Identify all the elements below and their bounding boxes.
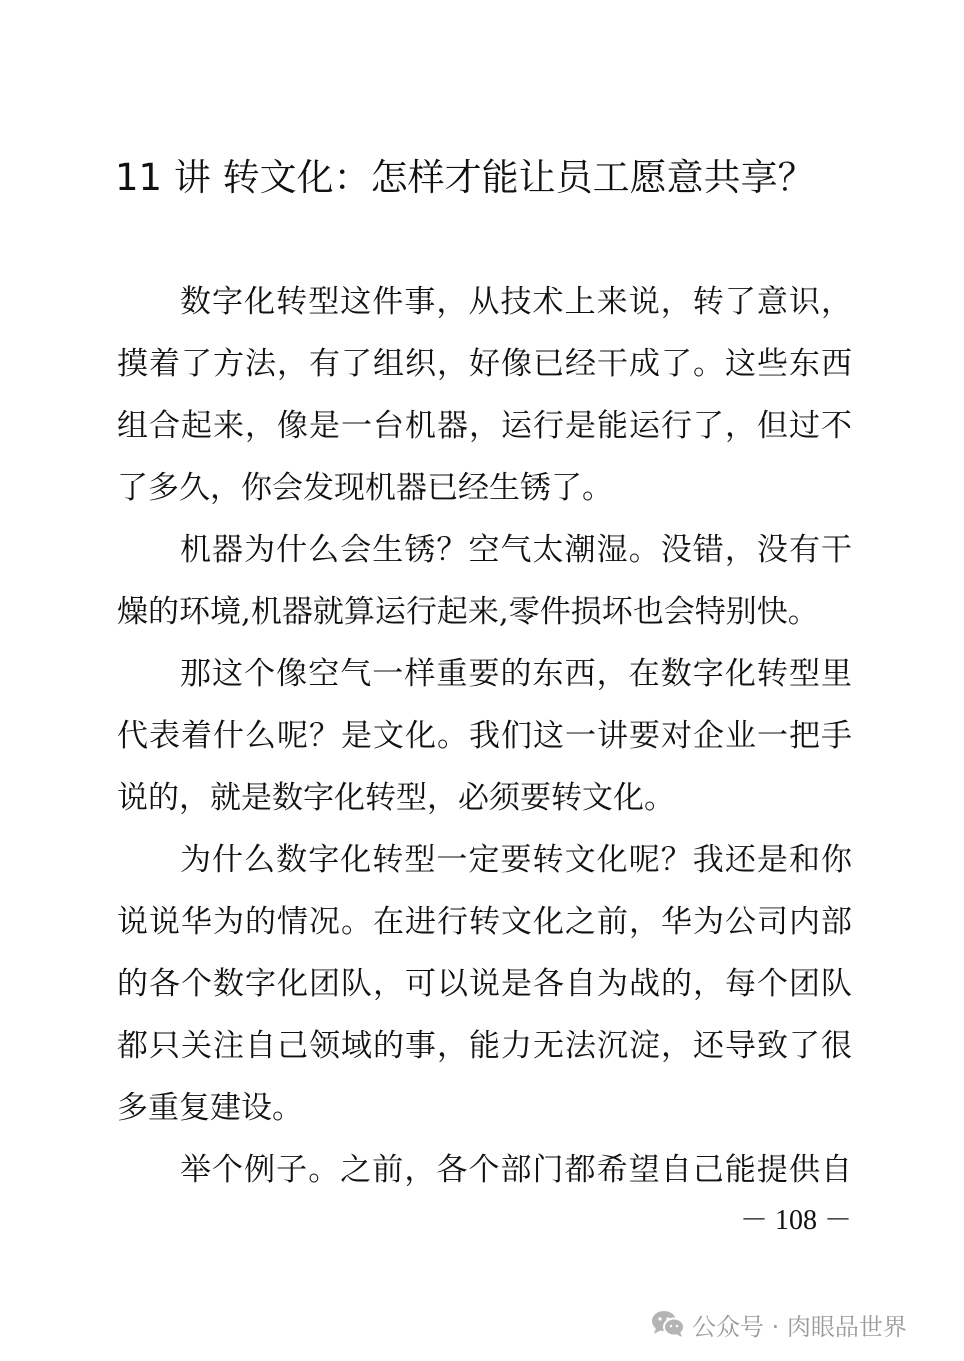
paragraph-4-line-5: 多重复建设。 bbox=[117, 1090, 303, 1126]
wechat-icon bbox=[650, 1309, 686, 1339]
paragraph-3-line-2: 代表着什么呢？是文化。我们这一讲要对企业一把手 bbox=[117, 718, 852, 754]
paragraph-4-line-3: 的各个数字化团队，可以说是各自为战的，每个团队 bbox=[117, 966, 852, 1002]
paragraph-1-line-1: 数字化转型这件事，从技术上来说，转了意识， bbox=[180, 284, 852, 320]
paragraph-4-line-2: 说说华为的情况。在进行转文化之前，华为公司内部 bbox=[117, 904, 852, 940]
watermark bbox=[650, 1302, 907, 1346]
watermark-text: 公众号 · 肉眼品世界 bbox=[692, 1312, 907, 1341]
paragraph-2-line-2: 燥的环境,机器就算运行起来,零件损坏也会特别快。 bbox=[117, 594, 819, 630]
paragraph-1-line-3: 组合起来，像是一台机器，运行是能运行了，但过不 bbox=[117, 408, 852, 444]
paragraph-1-line-2: 摸着了方法，有了组织，好像已经干成了。这些东西 bbox=[117, 346, 852, 382]
paragraph-3-line-1: 那这个像空气一样重要的东西，在数字化转型里 bbox=[180, 656, 852, 692]
paragraph-5-line-1: 举个例子。之前，各个部门都希望自己能提供自 bbox=[180, 1152, 852, 1188]
paragraph-4-line-4: 都只关注自己领域的事，能力无法沉淀，还导致了很 bbox=[117, 1028, 852, 1064]
chapter-title: 11 讲 转文化：怎样才能让员工愿意共享？ bbox=[115, 156, 815, 199]
page-number: － 108 － bbox=[739, 1205, 852, 1236]
paragraph-4-line-1: 为什么数字化转型一定要转文化呢？我还是和你 bbox=[180, 842, 852, 878]
paragraph-1-line-4: 了多久，你会发现机器已经生锈了。 bbox=[117, 470, 613, 506]
paragraph-3-line-3: 说的，就是数字化转型，必须要转文化。 bbox=[117, 780, 675, 816]
paragraph-2-line-1: 机器为什么会生锈？空气太潮湿。没错，没有干 bbox=[180, 532, 852, 568]
